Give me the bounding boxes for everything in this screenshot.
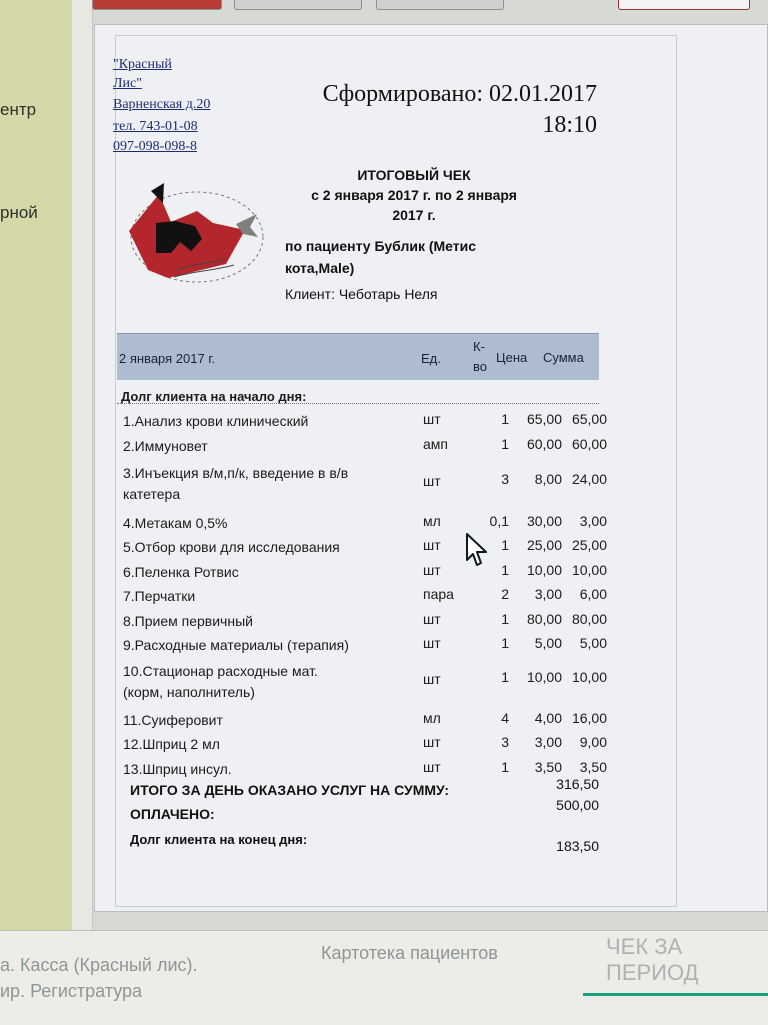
- item-quantity: 1: [501, 537, 509, 553]
- item-price: 60,00: [526, 436, 562, 452]
- item-sum: 25,00: [571, 537, 607, 553]
- top-tab-red[interactable]: [92, 0, 222, 10]
- item-name: 8.Прием первичный: [123, 613, 253, 629]
- item-name: 5.Отбор крови для исследования: [123, 539, 340, 555]
- patient-block: [285, 235, 555, 279]
- item-quantity: 1: [501, 669, 509, 685]
- client-name: Клиент: Чеботарь Неля: [285, 286, 438, 302]
- paid-label: ОПЛАЧЕНО:: [130, 806, 215, 822]
- services-total-value: 316,50: [556, 776, 599, 792]
- sum-header: Сумма: [543, 350, 584, 365]
- item-name: 6.Пеленка Ротвис: [123, 564, 239, 580]
- receipt-title-block: [289, 165, 539, 225]
- item-unit: шт: [423, 635, 441, 651]
- active-tab-indicator: [583, 993, 768, 996]
- item-sum: 3,50: [579, 759, 607, 775]
- top-tab-gray-2[interactable]: [376, 0, 504, 10]
- item-quantity: 1: [501, 759, 509, 775]
- table-row[interactable]: [117, 661, 607, 705]
- top-tab-outline[interactable]: [618, 0, 750, 10]
- opening-debt-label: Долг клиента на начало дня:: [121, 389, 307, 404]
- item-sum: 6,00: [579, 586, 607, 602]
- item-name: 12.Шприц 2 мл: [123, 736, 220, 752]
- fox-logo-icon: [121, 176, 273, 291]
- table-row[interactable]: [117, 463, 607, 505]
- item-name-line-2: катетера: [123, 486, 181, 502]
- formed-time: 18:10: [542, 112, 597, 138]
- clinic-address: Варненская д.20: [113, 97, 211, 112]
- item-price: 65,00: [526, 411, 562, 427]
- clinic-name-line-1: "Красный: [113, 57, 172, 72]
- item-unit: шт: [423, 611, 441, 627]
- top-tab-gray-1[interactable]: [234, 0, 362, 10]
- services-total-label: ИТОГО ЗА ДЕНЬ ОКАЗАНО УСЛУГ НА СУММУ:: [130, 782, 450, 798]
- item-name-line-1: 10.Стационар расходные мат.: [123, 663, 318, 679]
- item-quantity: 1: [501, 411, 509, 427]
- qty-header-line-1: К-: [473, 339, 485, 354]
- item-quantity: 3: [501, 471, 509, 487]
- item-unit: шт: [423, 537, 441, 553]
- mouse-cursor-icon: [466, 533, 488, 567]
- item-unit: пара: [423, 586, 454, 602]
- item-unit: шт: [423, 411, 441, 427]
- item-name-line-2: (корм, наполнитель): [123, 684, 255, 700]
- item-quantity: 1: [501, 635, 509, 651]
- item-unit: шт: [423, 734, 441, 750]
- item-sum: 3,00: [579, 513, 607, 529]
- item-unit: шт: [423, 759, 441, 775]
- price-header: Цена: [496, 350, 528, 365]
- item-name: 4.Метакам 0,5%: [123, 515, 228, 531]
- item-price: 10,00: [526, 562, 562, 578]
- item-sum: 5,00: [579, 635, 607, 651]
- opening-debt-separator: [117, 403, 599, 404]
- table-date: 2 января 2017 г.: [119, 351, 216, 366]
- table-header: [117, 333, 599, 380]
- item-quantity: 3: [501, 734, 509, 750]
- item-unit: амп: [423, 436, 448, 452]
- formed-datetime: [285, 79, 597, 141]
- item-sum: 80,00: [571, 611, 607, 627]
- item-name: 13.Шприц инсул.: [123, 761, 232, 777]
- unit-header: Ед.: [421, 351, 441, 366]
- item-price: 25,00: [526, 537, 562, 553]
- clinic-name-line-2: Лис": [113, 76, 142, 91]
- clinic-phone-2: 097-098-098-8: [113, 139, 197, 154]
- item-name-line-1: 3.Инъекция в/м,п/к, введение в в/в: [123, 465, 349, 481]
- item-unit: шт: [423, 671, 441, 687]
- item-price: 5,00: [534, 635, 562, 651]
- left-navigation-panel: [0, 0, 73, 930]
- patient-cards-tab[interactable]: Картотека пациентов: [321, 943, 498, 963]
- item-sum: 65,00: [571, 411, 607, 427]
- item-unit: мл: [423, 513, 441, 529]
- item-unit: шт: [423, 473, 441, 489]
- item-quantity: 1: [501, 562, 509, 578]
- item-name: 2.Иммуновет: [123, 438, 208, 454]
- qty-header-line-2: во: [473, 359, 487, 374]
- period-receipt-tab[interactable]: ЧЕК ЗА ПЕРИОД: [606, 934, 699, 985]
- item-unit: мл: [423, 710, 441, 726]
- patient-line-2: кота,Male): [285, 260, 355, 276]
- item-price: 3,50: [534, 759, 562, 775]
- item-name: 7.Перчатки: [123, 588, 196, 604]
- item-price: 80,00: [526, 611, 562, 627]
- item-sum: 10,00: [571, 669, 607, 685]
- bottom-tab-bar: [0, 930, 768, 1025]
- item-quantity: 1: [501, 611, 509, 627]
- item-quantity: 0,1: [489, 513, 509, 529]
- cashier-tab-line-2[interactable]: ир. Регистратура: [0, 981, 143, 1001]
- item-quantity: 1: [501, 436, 509, 452]
- patient-line-1: по пациенту Бублик (Метис: [285, 238, 477, 254]
- paid-value: 500,00: [556, 797, 599, 813]
- item-price: 10,00: [526, 669, 562, 685]
- item-sum: 10,00: [571, 562, 607, 578]
- item-quantity: 2: [501, 586, 509, 602]
- item-sum: 9,00: [579, 734, 607, 750]
- item-price: 30,00: [526, 513, 562, 529]
- item-price: 3,00: [534, 734, 562, 750]
- item-sum: 24,00: [571, 471, 607, 487]
- side-label-center[interactable]: ентр: [0, 100, 37, 119]
- cashier-tab-line-1[interactable]: а. Касса (Красный лис).: [0, 955, 198, 975]
- receipt-period-line-1: с 2 января 2017 г. по 2 января: [311, 187, 517, 203]
- receipt-title: ИТОГОВЫЙ ЧЕК: [357, 167, 471, 183]
- item-name: 1.Анализ крови клинический: [123, 413, 309, 429]
- receipt-period-line-2: 2017 г.: [392, 207, 436, 223]
- item-name: 9.Расходные материалы (терапия): [123, 637, 349, 653]
- item-name: 11.Суиферовит: [123, 712, 223, 728]
- clinic-phone-1: тел. 743-01-08: [113, 119, 198, 134]
- closing-debt-label: Долг клиента на конец дня:: [130, 832, 308, 847]
- item-sum: 16,00: [571, 710, 607, 726]
- closing-debt-value: 183,50: [556, 838, 599, 854]
- item-price: 4,00: [534, 710, 562, 726]
- item-price: 3,00: [534, 586, 562, 602]
- side-label-other[interactable]: рной: [0, 203, 38, 222]
- item-price: 8,00: [534, 471, 562, 487]
- item-sum: 60,00: [571, 436, 607, 452]
- item-quantity: 4: [501, 710, 509, 726]
- item-unit: шт: [423, 562, 441, 578]
- formed-label: Сформировано: 02.01.2017: [322, 81, 597, 107]
- receipt-document: [94, 24, 768, 912]
- window-gutter: [72, 0, 93, 930]
